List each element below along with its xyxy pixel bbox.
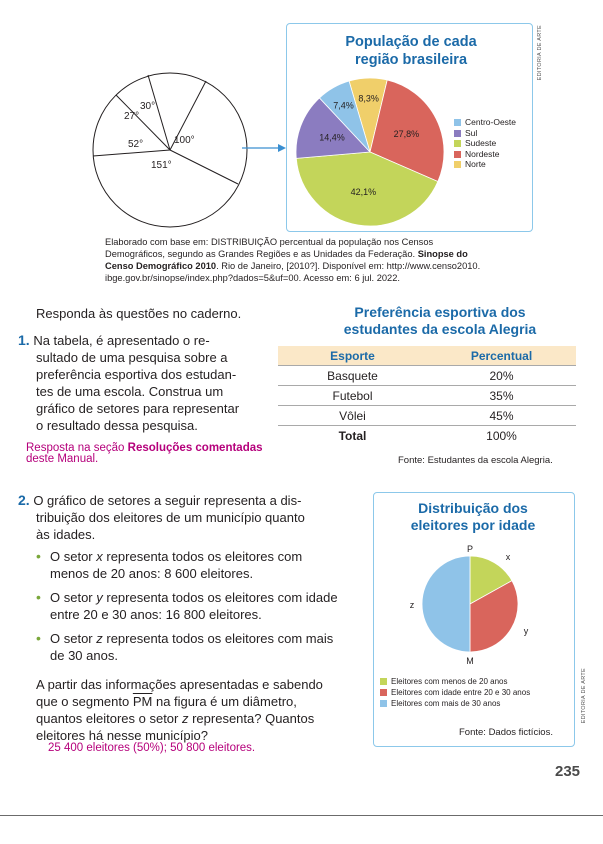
question-number: 1.: [18, 332, 30, 348]
legend-label: Eleitores com idade entre 20 e 30 anos: [391, 688, 531, 697]
table-row: [278, 366, 576, 386]
table-row-total: [278, 426, 576, 446]
table-cell: 45%: [427, 406, 576, 426]
point-label-m: M: [466, 656, 474, 666]
legend-label: Sul: [465, 127, 478, 138]
pie-slice-label: 7,4%: [333, 100, 354, 111]
q1-text: preferência esportiva dos estudan-: [36, 367, 237, 382]
sport-table: [278, 346, 576, 445]
table-cell: 100%: [427, 426, 576, 446]
var: z: [181, 711, 189, 726]
pie-slice-label: 42,1%: [350, 187, 377, 198]
art-credit: EDITORIA DE ARTE: [581, 668, 587, 724]
table-cell: Total: [278, 426, 427, 446]
legend-item: [454, 159, 516, 170]
angle-label: 151°: [151, 160, 172, 171]
bullet-text: representa todos os eleitores com idade: [102, 590, 338, 605]
q2-bullets: [36, 548, 366, 664]
pie-slice-label: 14,4%: [319, 132, 345, 143]
segment-label: $\overline{PM}$: [132, 694, 153, 709]
q2-text: representa? Quantos: [188, 711, 315, 726]
voters-chart-source: Fonte: Dados fictícios.: [459, 727, 553, 738]
legend-label: Centro-Oeste: [465, 117, 517, 127]
q2-text: tribuição dos eleitores de um município quanto: [36, 510, 305, 525]
source-line: Demográficos, segundo as Grandes Regiões e as Unidades da Federação.: [105, 249, 416, 259]
q2-text: que o segmento: [36, 694, 133, 709]
sport-table-title-line1: Preferência esportiva dos: [354, 304, 526, 320]
legend-item: [454, 149, 516, 160]
table-cell: Basquete: [278, 366, 427, 386]
legend-item: [454, 128, 516, 139]
var: x: [96, 549, 103, 564]
population-legend: [454, 117, 516, 170]
sector-label-z: z: [409, 600, 415, 610]
q2-text: eleitores há nesse município?: [36, 728, 208, 743]
question-number: 2.: [18, 492, 30, 508]
answer-text: Resposta na seção: [26, 442, 128, 454]
bullet-text: entre 20 e 30 anos: 16 800 eleitores.: [50, 607, 262, 622]
source-citation: [105, 236, 575, 284]
bullet-text: O setor: [50, 549, 97, 564]
population-chart-title-line2: região brasileira: [354, 52, 468, 68]
table-row: [278, 386, 576, 406]
bullet-text: menos de 20 anos: 8 600 eleitores.: [50, 566, 254, 581]
q2-paragraph: [36, 676, 366, 744]
sport-table-title: [290, 304, 590, 338]
q1-text: tes de uma escola. Construa um: [36, 384, 224, 399]
var: y: [96, 590, 103, 605]
source-bold: Sinopse do: [417, 249, 468, 259]
arrow-right-icon: [242, 142, 286, 154]
voters-chart-title-line2: eleitores por idade: [410, 517, 536, 533]
legend-item: [454, 117, 516, 128]
legend-item: [380, 698, 530, 709]
legend-label: Eleitores com menos de 20 anos: [391, 677, 508, 686]
voters-pie-chart: [400, 540, 540, 670]
bullet-text: representa todos os eleitores com mais: [102, 631, 334, 646]
q2-text: quantos eleitores o setor: [36, 711, 182, 726]
table-cell: 20%: [427, 366, 576, 386]
legend-label: Eleitores com mais de 30 anos: [391, 699, 501, 708]
angle-pie-figure: [90, 70, 250, 230]
q1-text: o resultado dessa pesquisa.: [36, 418, 198, 433]
legend-label: Sudeste: [465, 138, 497, 148]
angle-label: 30°: [140, 101, 156, 112]
legend-item: [380, 676, 530, 687]
q2-text: às idades.: [36, 527, 96, 542]
bullet-text: de 30 anos.: [50, 648, 118, 663]
pie-slice-label: 27,8%: [393, 128, 420, 139]
table-cell: Vôlei: [278, 406, 427, 426]
legend-label: Norte: [465, 159, 486, 169]
answer-bold: Resoluções comentadas: [127, 442, 263, 454]
bullet-item: [36, 630, 366, 664]
pie-slice-z: [422, 556, 470, 652]
q2-text: A partir das informações apresentadas e sabendo: [36, 677, 323, 692]
bullet-item: [36, 589, 366, 623]
question-1: [18, 332, 268, 434]
sector-label-y: y: [523, 626, 529, 636]
voters-legend: [380, 676, 530, 709]
bullet-text: O setor: [50, 590, 97, 605]
table-cell: 35%: [427, 386, 576, 406]
bullet-text: representa todos os eleitores com: [102, 549, 303, 564]
q1-text: sultado de uma pesquisa sobre a: [36, 350, 228, 365]
var: z: [96, 631, 103, 646]
table-cell: Futebol: [278, 386, 427, 406]
art-credit: EDITORIA DE ARTE: [537, 25, 543, 81]
q1-answer: [26, 443, 263, 465]
legend-label: Nordeste: [465, 148, 500, 159]
population-chart-title: [296, 33, 526, 69]
angle-label: 100°: [174, 135, 195, 146]
voters-chart-title-line1: Distribuição dos: [418, 500, 528, 516]
table-header-row: [278, 346, 576, 366]
legend-item: [454, 138, 516, 149]
population-pie-chart: [290, 72, 450, 232]
q2-answer: 25 400 eleitores (50%); 50 800 eleitores.: [48, 742, 256, 754]
instruction-text: Responda às questões no caderno.: [36, 306, 242, 321]
table-header: Esporte: [278, 346, 427, 366]
question-2: [18, 492, 358, 543]
footer-divider: [0, 815, 603, 816]
source-line: Elaborado com base em: DISTRIBUIÇÃO percentual da população nos Censos: [105, 237, 434, 247]
page-number: 235: [555, 763, 581, 780]
q1-text: Na tabela, é apresentado o re-: [33, 333, 210, 348]
voters-chart-title: [378, 500, 568, 534]
q2-text: O gráfico de setores a seguir representa a dis-: [33, 493, 302, 508]
sector-label-x: x: [505, 552, 511, 562]
bullet-item: [36, 548, 366, 582]
table-header: Percentual: [427, 346, 576, 366]
q1-text: gráfico de setores para representar: [36, 401, 240, 416]
point-label-p: P: [466, 544, 474, 554]
q2-text: na figura é um diâmetro,: [152, 694, 297, 709]
answer-text: deste Manual.: [26, 453, 99, 465]
legend-item: [380, 687, 530, 698]
source-line: . Rio de Janeiro, [2010?]. Disponível em: http://www.censo2010.: [216, 261, 481, 271]
source-bold: Censo Demográfico 2010: [105, 261, 217, 271]
source-line: ibge.gov.br/sinopse/index.php?dados=5&uf=00. Acesso em: 6 jul. 2022.: [105, 273, 400, 283]
angle-label: 27°: [124, 111, 140, 122]
pie-slice-label: 8,3%: [358, 93, 379, 104]
sport-table-source: Fonte: Estudantes da escola Alegria.: [398, 455, 553, 466]
population-chart-title-line1: População de cada: [345, 34, 477, 50]
sport-table-title-line2: estudantes da escola Alegria: [343, 321, 537, 337]
angle-label: 52°: [128, 139, 144, 150]
bullet-text: O setor: [50, 631, 97, 646]
table-row: [278, 406, 576, 426]
